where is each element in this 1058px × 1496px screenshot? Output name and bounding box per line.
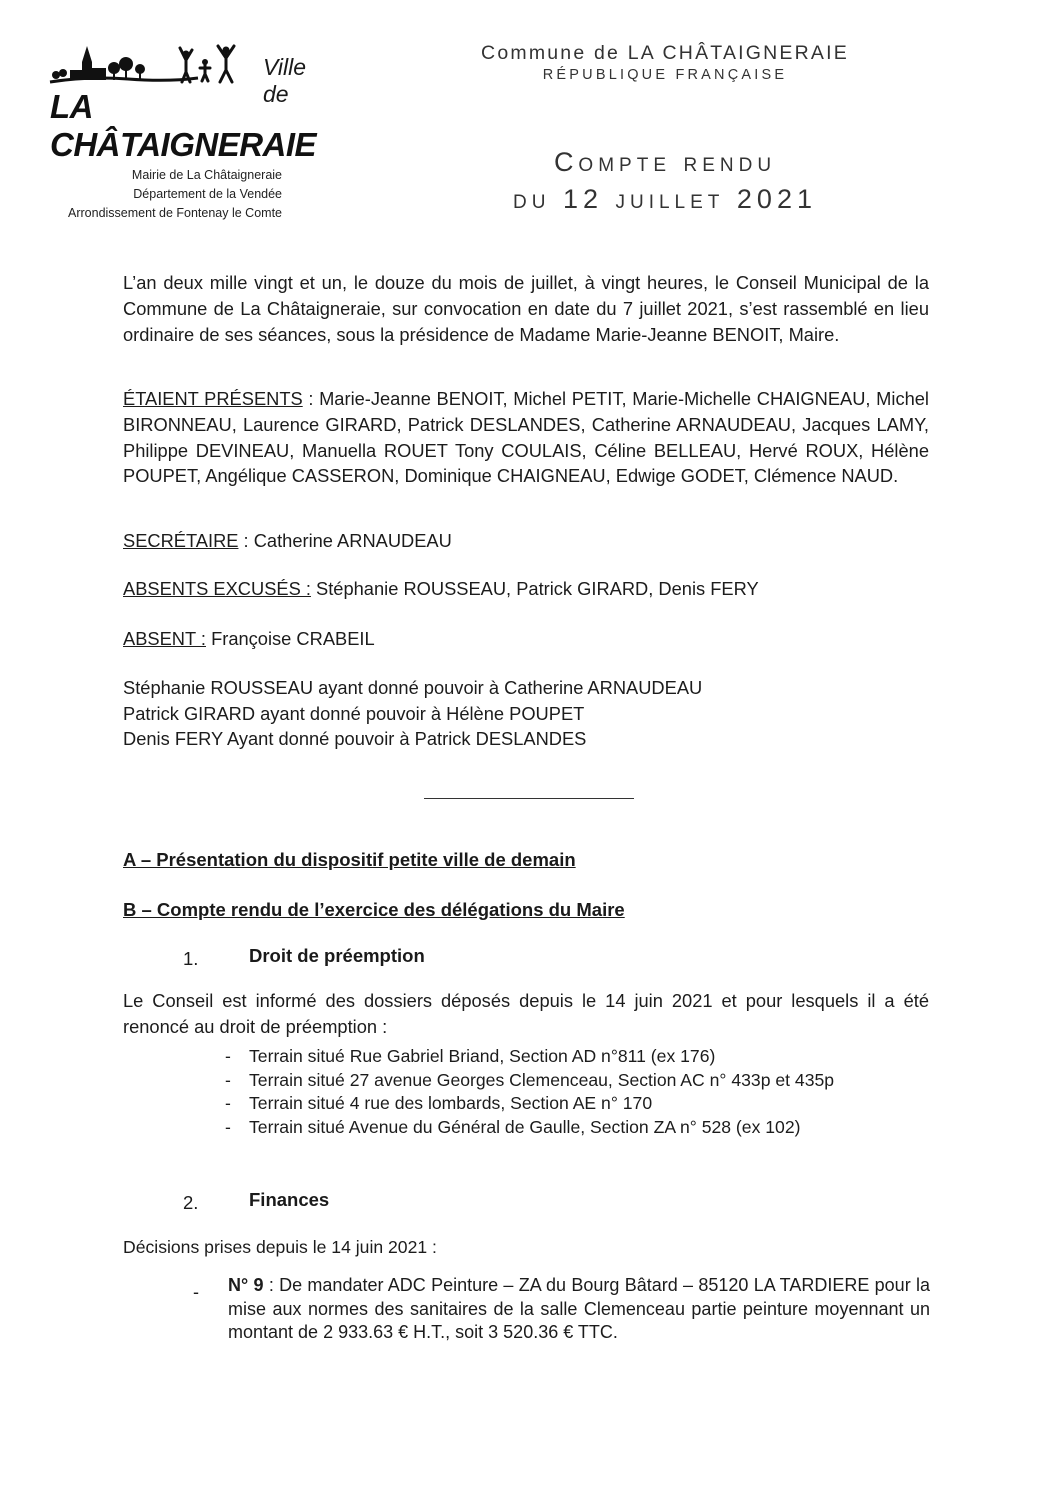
subsection-2-number: 2. (183, 1192, 199, 1213)
secretaire-name: : Catherine ARNAUDEAU (238, 530, 452, 551)
mairie-line: Mairie de La Châtaigneraie (131, 168, 282, 182)
intro-paragraph: L’an deux mille vingt et un, le douze du mois de juillet, à vingt heures, le Conseil Municipal de la Commune de La Châtaigneraie, sur convocation en date du 7 juillet 2021, s’est rassemblé en lieu ordinaire de ses séances, sous la présidence de Madame Marie-Jeanne BENOIT, Maire. (123, 272, 929, 345)
commune-name: Commune de LA CHÂTAIGNERAIE (481, 42, 849, 64)
dash-marker: - (193, 1282, 199, 1302)
list-item (225, 1092, 834, 1116)
subsection-1-number: 1. (183, 948, 199, 969)
pouvoir-line: Denis FERY Ayant donné pouvoir à Patrick DESLANDES (123, 728, 587, 749)
town-logo (48, 42, 338, 163)
decision-9 (228, 1274, 930, 1345)
republique-label: RÉPUBLIQUE FRANÇAISE (542, 67, 788, 83)
dash-marker: - (225, 1093, 231, 1113)
absents-excuses-line (123, 578, 759, 600)
list-item-text: Terrain situé Rue Gabriel Briand, Section AD n°811 (ex 176) (249, 1046, 716, 1066)
dash-marker: - (225, 1069, 231, 1090)
list-item (225, 1116, 834, 1140)
mairie-line: Département de la Vendée (133, 187, 282, 201)
dash-marker: - (225, 1116, 231, 1137)
subsection-1-title: Droit de préemption (249, 945, 425, 966)
list-item-text: Terrain situé 27 avenue Georges Clemenceau, Section AC n° 433p et 435p (249, 1069, 835, 1090)
pouvoir-line: Stéphanie ROUSSEAU ayant donné pouvoir à Catherine ARNAUDEAU (123, 677, 703, 698)
list-item-text: Terrain situé Avenue du Général de Gaulle, Section ZA n° 528 (ex 102) (249, 1116, 801, 1137)
subsection-2-text: Décisions prises depuis le 14 juin 2021 : (123, 1237, 437, 1257)
mairie-address (30, 166, 282, 223)
subsection-2-title: Finances (249, 1189, 330, 1210)
list-item-text: Terrain situé 4 rue des lombards, Section AE n° 170 (249, 1093, 653, 1113)
list-item (225, 1045, 834, 1069)
title-line-1: Compte rendu (553, 147, 777, 177)
title-line-2: du 12 juillet 2021 (513, 184, 817, 214)
preemption-list (225, 1045, 834, 1139)
document-title (418, 147, 912, 178)
secretaire-label: SECRÉTAIRE (123, 530, 239, 551)
mairie-line: Arrondissement de Fontenay le Comte (68, 206, 282, 220)
document-date (418, 184, 912, 215)
pouvoir-line: Patrick GIRARD ayant donné pouvoir à Hélène POUPET (123, 702, 585, 724)
logo-ville-de: Ville de (263, 54, 307, 107)
absent-name: Françoise CRABEIL (205, 628, 375, 649)
subsection-1-text: Le Conseil est informé des dossiers déposés depuis le 14 juin 2021 et pour lesquels il a été renoncé au droit de préemption : (123, 990, 929, 1037)
absent-label: ABSENT : (123, 628, 206, 649)
absents-excuses-names: Stéphanie ROUSSEAU, Patrick GIRARD, Denis FERY (310, 578, 759, 599)
absent-line (123, 628, 375, 650)
section-b-heading: B – Compte rendu de l’exercice des délégations du Maire (123, 899, 625, 920)
secretaire-line (123, 530, 452, 552)
absents-excuses-label: ABSENTS EXCUSÉS : (123, 578, 311, 599)
presents-list: : Marie-Jeanne BENOIT, Michel PETIT, Marie-Michelle CHAIGNEAU, Michel BIRONNEAU, Laurence GIRARD, Patrick DESLANDES, Catherine ARNAUDEAU, Jacques LAMY, Philippe DEVINEAU, Manuella ROUET Tony COULAIS, Céline BELLEAU, Hervé ROUX, Hélène POUPET, Angélique CASSERON, Dominique CHAIGNEAU, Edwige GODET, Clémence NAUD. (123, 388, 929, 487)
separator-line (424, 798, 634, 799)
presents-label: ÉTAIENT PRÉSENTS (123, 388, 303, 409)
decision-text: : De mandater ADC Peinture – ZA du Bourg Bâtard – 85120 LA TARDIERE pour la mise aux normes des sanitaires de la salle Clemenceau partie peinture moyennant un montant de 2 933.63 € H.T., soit 3 520.36 € TTC. (228, 1275, 930, 1342)
town-skyline-icon (48, 42, 248, 92)
pouvoirs-block (123, 675, 702, 752)
decision-number: N° 9 (228, 1275, 264, 1295)
presents-paragraph (123, 386, 929, 489)
section-a-heading: A – Présentation du dispositif petite ville de demain (123, 849, 576, 870)
logo-town-name: LA CHÂTAIGNERAIE (50, 88, 317, 163)
dash-marker: - (225, 1046, 231, 1066)
list-item (225, 1069, 834, 1093)
